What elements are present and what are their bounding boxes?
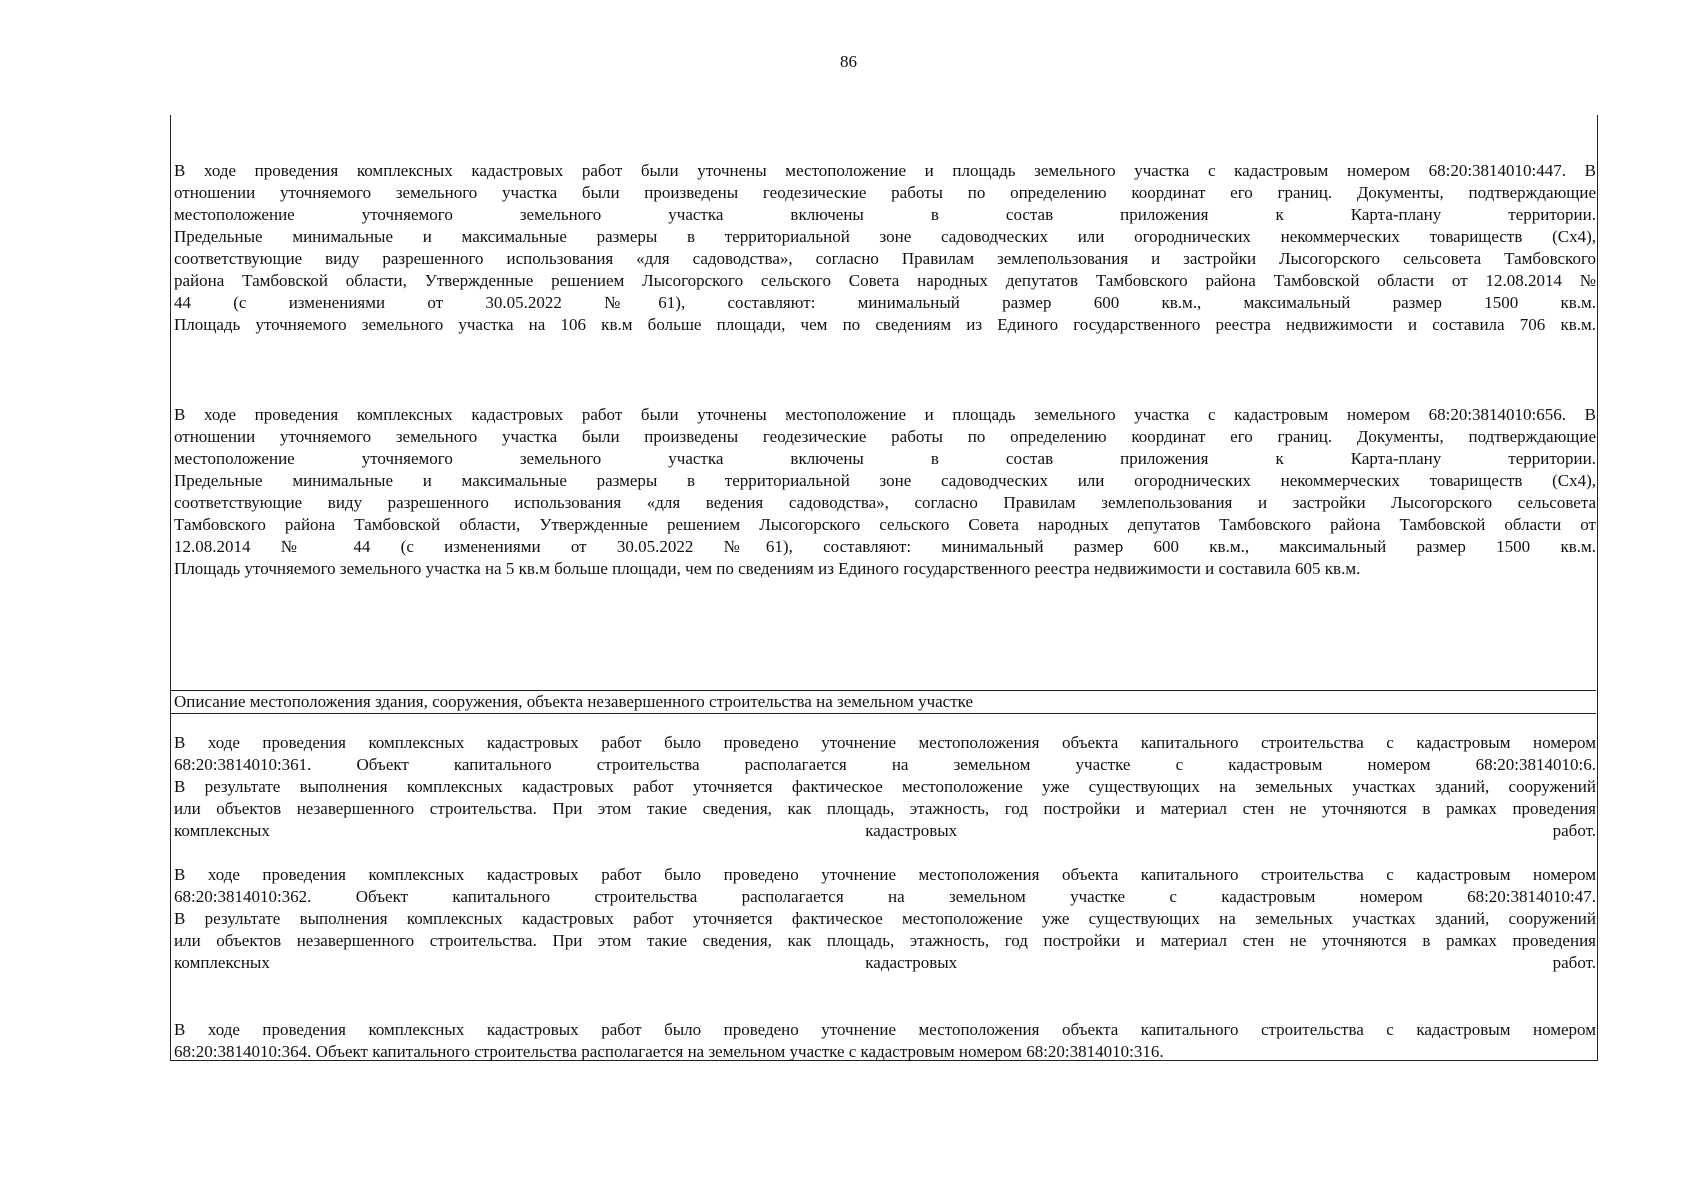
text-line: Предельные минимальные и максимальные размеры в территориальной зоне садоводческих или огороднических некоммерческих товариществ (Сх4), xyxy=(174,227,1596,246)
text-line: отношении уточняемого земельного участка были произведены геодезические работы по определению координат его границ. Документы, подтверждающие xyxy=(174,427,1596,446)
text-line: 68:20:3814010:362. Объект капитального строительства располагается на земельном участке с кадастровым номером 68:20:3814010:47. xyxy=(174,887,1596,906)
text-line: 68:20:3814010:364. Объект капитального строительства располагается на земельном участке с кадастровым номером 68:20:3814010:316. xyxy=(174,1042,1164,1061)
text-line: В результате выполнения комплексных кадастровых работ уточняется фактическое местоположение уже существующих на земельных участках зданий, сооружений xyxy=(174,909,1596,928)
text-line: Тамбовского района Тамбовской области, Утвержденные решением Лысогорского сельского Совета народных депутатов Тамбовского района Тамбовской области от xyxy=(174,515,1596,534)
text-line: В ходе проведения комплексных кадастровых работ было проведено уточнение местоположения объекта капитального строительства с кадастровым номером xyxy=(174,733,1596,752)
text-line: комплексных кадастровых работ. xyxy=(174,953,1596,972)
text-line: соответствующие виду разрешенного использования «для садоводства», согласно Правилам землепользования и застройки Лысогорского сельсовета Тамбовского xyxy=(174,249,1596,268)
document-table xyxy=(170,115,1598,1061)
text-line: 12.08.2014 № 44 (с изменениями от 30.05.2022 №61), составляют: минимальный размер 600 кв.м., максимальный размер 1500 кв.м. xyxy=(174,537,1596,556)
text-line: местоположение уточняемого земельного участка включены в состав приложения к Карта-плану территории. xyxy=(174,449,1596,468)
text-line: Площадь уточняемого земельного участка на 106 кв.м больше площади, чем по сведениям из Единого государственного реестра недвижимости и составила 706 кв.м. xyxy=(174,315,1596,334)
text-line: Площадь уточняемого земельного участка на 5 кв.м больше площади, чем по сведениям из Единого государственного реестра недвижимости и составила 605 кв.м. xyxy=(174,559,1361,578)
text-line: соответствующие виду разрешенного использования «для ведения садоводства», согласно Правилам землепользования и застройки Лысогорского сельсовета xyxy=(174,493,1596,512)
text-line: 44 (с изменениями от 30.05.2022 №61), составляют: минимальный размер 600 кв.м., максимальный размер 1500 кв.м. xyxy=(174,293,1596,312)
text-line: В ходе проведения комплексных кадастровых работ было проведено уточнение местоположения объекта капитального строительства с кадастровым номером xyxy=(174,1020,1596,1039)
text-line: 68:20:3814010:361. Объект капитального строительства располагается на земельном участке с кадастровым номером 68:20:3814010:6. xyxy=(174,755,1596,774)
text-line: В ходе проведения комплексных кадастровых работ были уточнены местоположение и площадь земельного участка с кадастровым номером 68:20:3814010:447. В xyxy=(174,161,1596,180)
text-line: или объектов незавершенного строительства. При этом такие сведения, как площадь, этажность, год постройки и материал стен не уточняются в рамках проведения xyxy=(174,931,1596,950)
page-number: 86 xyxy=(840,52,857,71)
text-line: или объектов незавершенного строительства. При этом такие сведения, как площадь, этажность, год постройки и материал стен не уточняются в рамках проведения xyxy=(174,799,1596,818)
text-line: комплексных кадастровых работ. xyxy=(174,821,1596,840)
text-line: местоположение уточняемого земельного участка включены в состав приложения к Карта-плану территории. xyxy=(174,205,1596,224)
text-line: В ходе проведения комплексных кадастровых работ были уточнены местоположение и площадь земельного участка с кадастровым номером 68:20:3814010:656. В xyxy=(174,405,1596,424)
text-line: В результате выполнения комплексных кадастровых работ уточняется фактическое местоположение уже существующих на земельных участках зданий, сооружений xyxy=(174,777,1596,796)
text-line: района Тамбовской области, Утвержденные решением Лысогорского сельского Совета народных депутатов Тамбовского района Тамбовской области от 12.08.2014 № xyxy=(174,271,1596,290)
text-line: В ходе проведения комплексных кадастровых работ было проведено уточнение местоположения объекта капитального строительства с кадастровым номером xyxy=(174,865,1596,884)
text-line: Предельные минимальные и максимальные размеры в территориальной зоне садоводческих или огороднических некоммерческих товариществ (Сх4), xyxy=(174,471,1596,490)
section-header: Описание местоположения здания, сооружения, объекта незавершенного строительства на земельном участке xyxy=(171,690,1596,714)
text-line: отношении уточняемого земельного участка были произведены геодезические работы по определению координат его границ. Документы, подтверждающие xyxy=(174,183,1596,202)
